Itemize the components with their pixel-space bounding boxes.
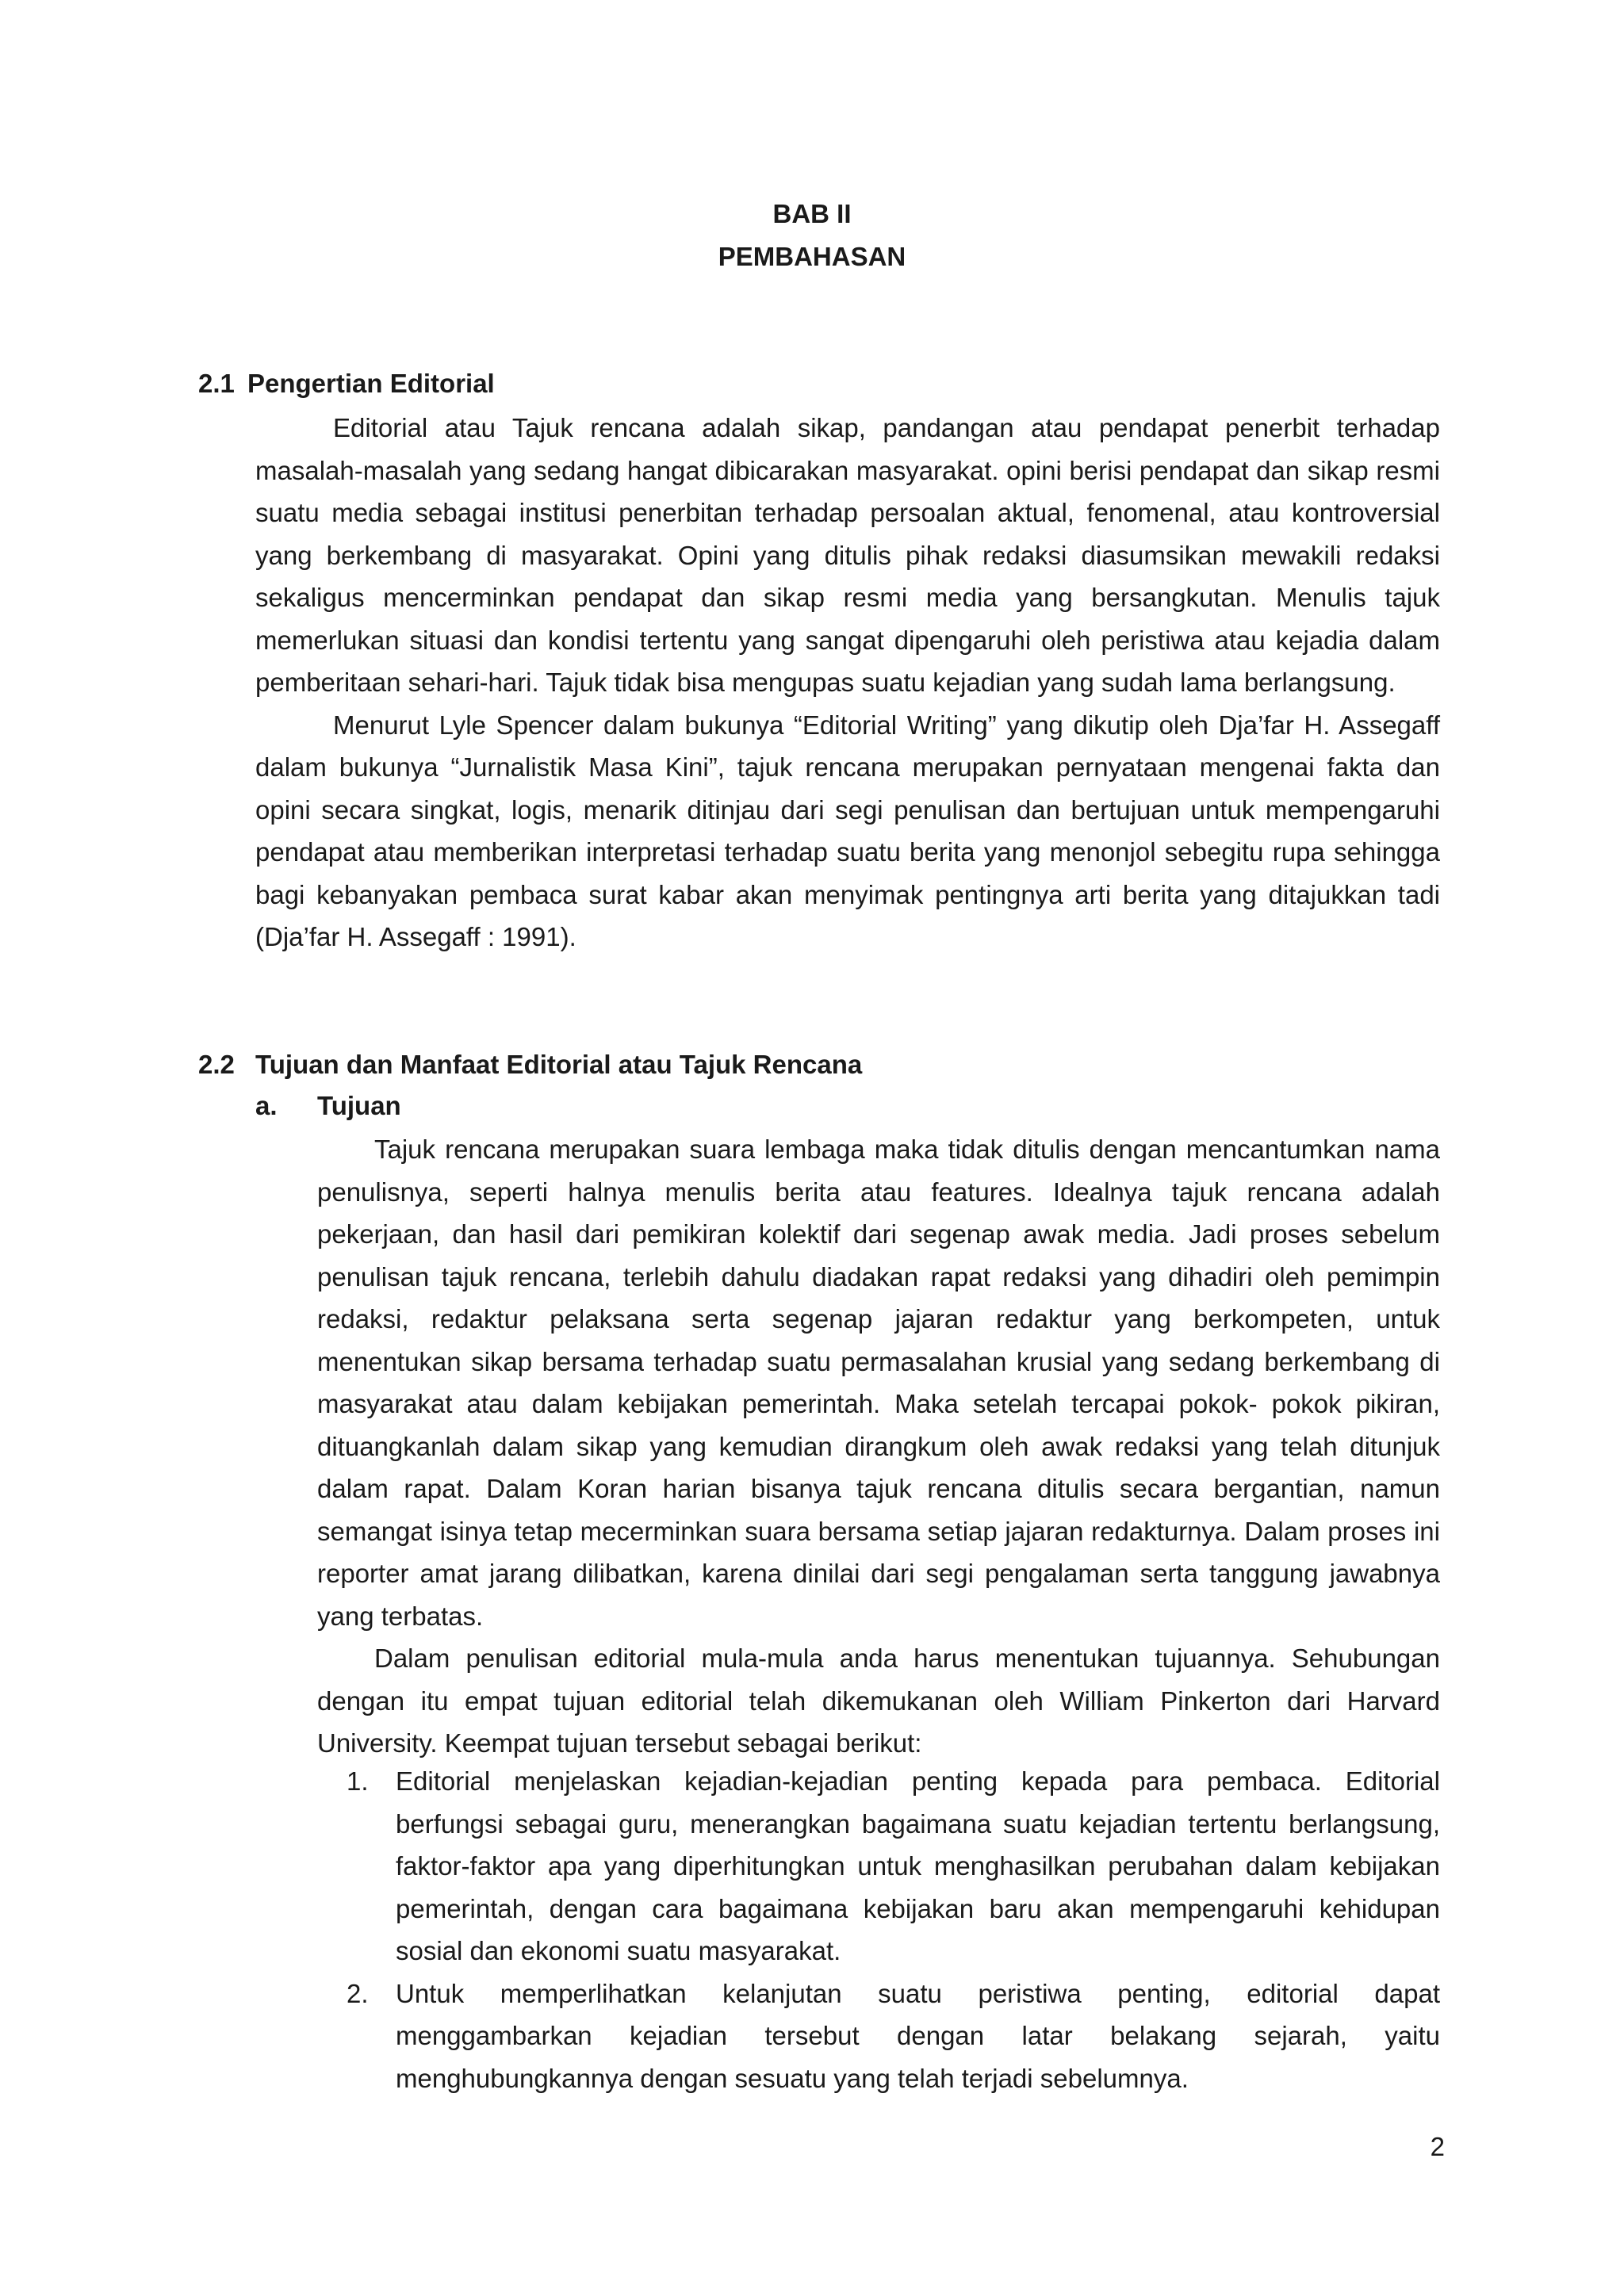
chapter-label: BAB II xyxy=(772,199,852,228)
subsection-a-marker: a. xyxy=(255,1091,278,1120)
page-number: 2 xyxy=(1430,2132,1445,2161)
subsection-a-paragraph: Dalam penulisan editorial mula-mula anda harus menentukan tujuannya. Sehubungan dengan itu empat tujuan editorial telah dikemukanan oleh William Pinkerton dari Harvard University. Keempat tujuan tersebut sebagai berikut: xyxy=(317,1644,1440,1758)
subsection-a-body xyxy=(317,1128,1440,1765)
list-item-text: Untuk memperlihatkan kelanjutan suatu peristiwa penting, editorial dapat menggambarkan kejadian tersebut dengan latar belakang sejarah, yaitu menghubungkannya dengan sesuatu yang telah terjadi sebelumnya. xyxy=(396,1978,1440,2093)
section-1-number: 2.1 xyxy=(198,369,235,398)
section-1-paragraph: Menurut Lyle Spencer dalam bukunya “Editorial Writing” yang dikutip oleh Dja’far H. Assegaff dalam bukunya “Jurnalistik Masa Kini”, tajuk rencana merupakan pernyataan mengenai fakta dan opini secara singkat, logis, menarik ditinjau dari segi penulisan dan bertujuan untuk mempengaruhi pendapat atau memberikan interpretasi terhadap suatu berita yang menonjol sebegitu rupa sehingga bagi kebanyakan pembaca surat kabar akan menyimak pentingnya arti berita yang ditajukkan tadi (Dja’far H. Assegaff : 1991). xyxy=(255,710,1440,951)
list-item xyxy=(347,1760,1440,1973)
list-item xyxy=(347,1973,1440,2100)
subsection-a-paragraph: Tajuk rencana merupakan suara lembaga maka tidak ditulis dengan mencantumkan nama penulisnya, seperti halnya menulis berita atau features. Idealnya tajuk rencana adalah pekerjaan, dan hasil dari pemikiran kolektif dari segenap awak media. Jadi proses sebelum penulisan tajuk rencana, terlebih dahulu diadakan rapat redaksi yang dihadiri oleh pemimpin redaksi, redaktur pelaksana serta segenap jajaran redaktur yang berkompeten, untuk menentukan sikap bersama terhadap suatu permasalahan krusial yang sedang berkembang di masyarakat atau dalam kebijakan pemerintah. Maka setelah tercapai pokok- pokok pikiran, dituangkanlah dalam sikap yang kemudian dirangkum oleh awak redaksi yang telah ditunjuk dalam rapat. Dalam Koran harian bisanya tajuk rencana ditulis secara bergantian, namun semangat isinya tetap mecerminkan suara bersama setiap jajaran redakturnya. Dalam proses ini reporter amat jarang dilibatkan, karena dinilai dari segi pengalaman serta tanggung jawabnya yang terbatas. xyxy=(317,1135,1440,1631)
list-item-number: 2. xyxy=(347,1978,369,2008)
list-item-number: 1. xyxy=(347,1766,369,1796)
section-2-title: Tujuan dan Manfaat Editorial atau Tajuk Rencana xyxy=(255,1050,863,1079)
section-2-number: 2.2 xyxy=(198,1050,235,1079)
subsection-a-title: Tujuan xyxy=(317,1091,401,1120)
section-1-paragraph: Editorial atau Tajuk rencana adalah sikap, pandangan atau pendapat penerbit terhadap masalah-masalah yang sedang hangat dibicarakan masyarakat. opini berisi pendapat dan sikap resmi suatu media sebagai institusi penerbitan terhadap persoalan aktual, fenomenal, atau kontroversial yang berkembang di masyarakat. Opini yang ditulis pihak redaksi diasumsikan mewakili redaksi sekaligus mencerminkan pendapat dan sikap resmi media yang bersangkutan. Menulis tajuk memerlukan situasi dan kondisi tertentu yang sangat dipengaruhi oleh peristiwa atau kejadia dalam pemberitaan sehari-hari. Tajuk tidak bisa mengupas suatu kejadian yang sudah lama berlangsung. xyxy=(255,413,1440,697)
section-1-title: Pengertian Editorial xyxy=(247,369,495,398)
objectives-list xyxy=(347,1760,1440,2099)
list-item-text: Editorial menjelaskan kejadian-kejadian penting kepada para pembaca. Editorial berfungsi sebagai guru, menerangkan bagaimana suatu kejadian tertentu berlangsung, faktor-faktor apa yang diperhitungkan untuk menghasilkan perubahan dalam kebijakan pemerintah, dengan cara bagaimana kebijakan baru akan mempengaruhi kehidupan sosial dan ekonomi suatu masyarakat. xyxy=(396,1766,1440,1965)
section-1-body xyxy=(255,407,1440,959)
chapter-title: PEMBAHASAN xyxy=(718,242,906,271)
